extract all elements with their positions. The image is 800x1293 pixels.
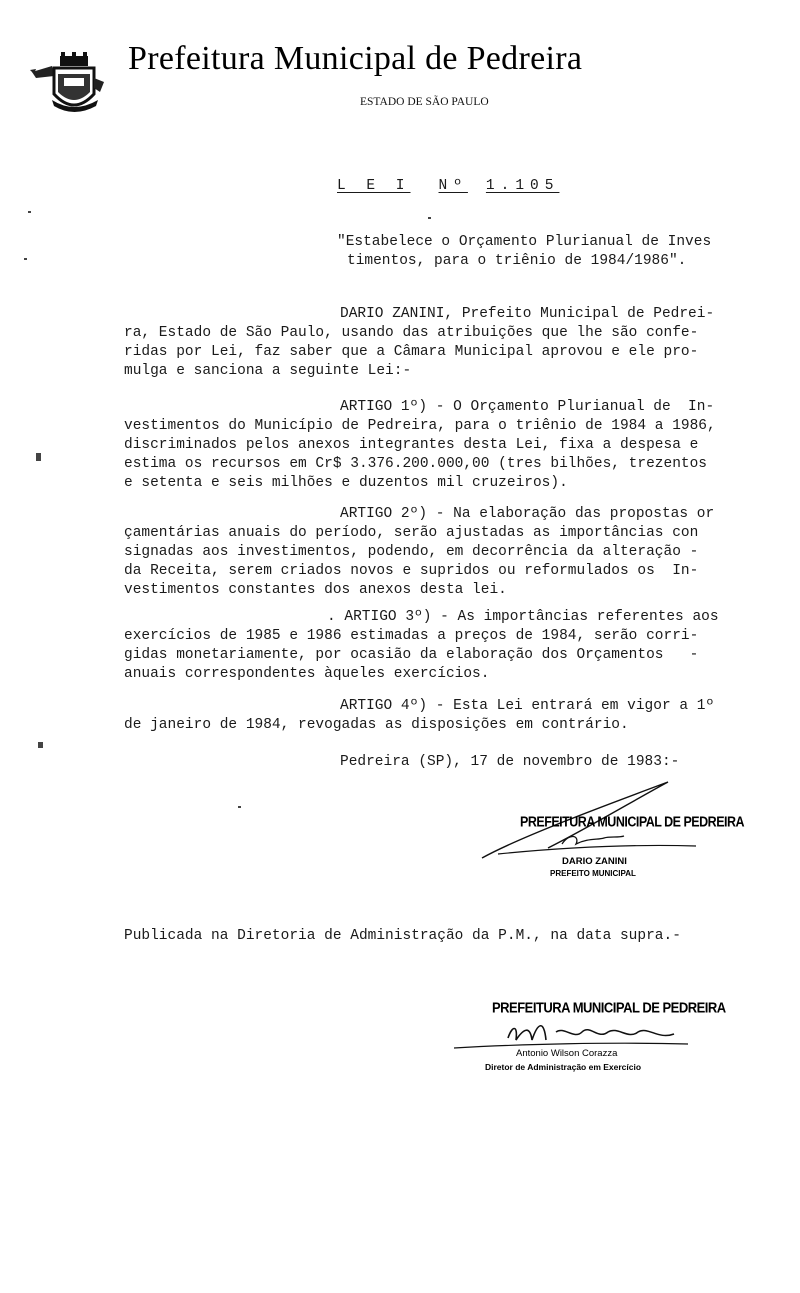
mayor-name: DARIO ZANINI xyxy=(562,856,627,867)
article-line: ARTIGO 2º) - Na elaboração das propostas or xyxy=(340,506,715,522)
article-line: discriminados pelos anexos integrantes desta Lei, fixa a despesa e xyxy=(124,437,699,453)
article-line: da Receita, serem criados novos e supridos ou reformulados os In- xyxy=(124,563,699,579)
article-line: de janeiro de 1984, revogadas as disposições em contrário. xyxy=(124,717,629,733)
article-line: vestimentos constantes dos anexos desta lei. xyxy=(124,582,507,598)
preamble-line: ra, Estado de São Paulo, usando das atribuições que lhe são confe- xyxy=(124,325,699,341)
scan-speck xyxy=(238,806,241,808)
article-line: exercícios de 1985 e 1986 estimadas a preços de 1984, serão corri- xyxy=(124,628,699,644)
scan-speck xyxy=(36,453,41,461)
scan-speck xyxy=(24,258,27,260)
scan-speck xyxy=(38,742,43,748)
article-line: ARTIGO 4º) - Esta Lei entrará em vigor a 1º xyxy=(340,698,715,714)
scan-speck xyxy=(428,217,431,219)
preamble-line: DARIO ZANINI, Prefeito Municipal de Pedrei- xyxy=(340,306,715,322)
law-heading xyxy=(337,177,559,196)
article-line: e setenta e seis milhões e duzentos mil cruzeiros). xyxy=(124,475,568,491)
article-line: ARTIGO 1º) - O Orçamento Plurianual de In- xyxy=(340,399,715,415)
director-stamp: PREFEITURA MUNICIPAL DE PEDREIRA xyxy=(492,998,726,1017)
law-number: 1.105 xyxy=(485,178,560,194)
preamble-line: ridas por Lei, faz saber que a Câmara Municipal aprovou e ele pro- xyxy=(124,344,699,360)
scan-speck xyxy=(28,211,31,213)
law-label: L E I xyxy=(337,178,411,194)
article-line: çamentárias anuais do período, serão ajustadas as importâncias con xyxy=(124,525,699,541)
article-line: signadas aos investimentos, podendo, em decorrência da alteração - xyxy=(124,544,699,560)
place-date: Pedreira (SP), 17 de novembro de 1983:- xyxy=(340,754,680,770)
publication-note: Publicada na Diretoria de Administração da P.M., na data supra.- xyxy=(124,928,681,944)
director-name: Antonio Wilson Corazza xyxy=(516,1048,618,1059)
preamble-line: mulga e sanciona a seguinte Lei:- xyxy=(124,363,412,379)
page-title: Prefeitura Municipal de Pedreira xyxy=(128,40,583,77)
law-number-label: Nº xyxy=(438,178,468,194)
summary-line: "Estabelece o Orçamento Plurianual de Inves xyxy=(337,234,712,250)
article-line: gidas monetariamente, por ocasião da elaboração dos Orçamentos - xyxy=(124,647,699,663)
summary-line: timentos, para o triênio de 1984/1986". xyxy=(347,253,687,269)
coat-of-arms-icon xyxy=(30,52,110,118)
article-line: . ARTIGO 3º) - As importâncias referentes aos xyxy=(327,609,719,625)
state-subtitle: ESTADO DE SÃO PAULO xyxy=(360,96,489,108)
mayor-stamp: PREFEITURA MUNICIPAL DE PEDREIRA xyxy=(520,813,745,831)
director-role: Diretor de Administração em Exercício xyxy=(485,1062,642,1072)
article-line: anuais correspondentes àqueles exercícios. xyxy=(124,666,490,682)
article-line: estima os recursos em Cr$ 3.376.200.000,00 (tres bilhões, trezentos xyxy=(124,456,707,472)
mayor-role: PREFEITO MUNICIPAL xyxy=(550,869,636,878)
article-line: vestimentos do Município de Pedreira, para o triênio de 1984 a 1986, xyxy=(124,418,716,434)
